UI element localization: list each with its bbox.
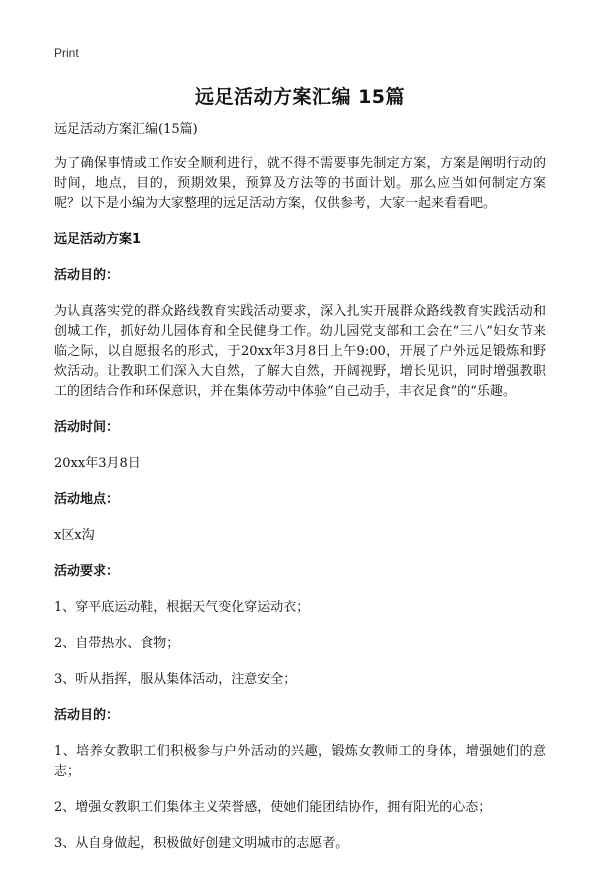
- goals-heading: 活动目的：: [54, 708, 120, 723]
- requirement-item: 1、穿平底运动鞋，根据天气变化穿运动衣；: [54, 600, 310, 615]
- time-heading: 活动时间：: [54, 420, 120, 435]
- print-label: Print: [54, 46, 79, 60]
- section-title: 远足活动方案1: [54, 232, 142, 247]
- document-title: 远足活动方案汇编 15篇: [194, 86, 406, 108]
- document-body: [54, 120, 546, 870]
- intro-paragraph: 为了确保事情或工作安全顺利进行，就不得不需要事先制定方案，方案是阐明行动的时间，地点，目的，预期效果，预算及方法等的书面计划。那么应当如何制定方案呢？以下是小编为大家整理的远足活动方案，仅供参考，大家一起来看看吧。: [54, 156, 546, 211]
- purpose-heading: 活动目的：: [54, 268, 120, 283]
- time-text: 20xx年3月8日: [54, 456, 141, 471]
- goal-item: 1、培养女教职工们积极参与户外活动的兴趣，锻炼女教师工的身体，增强她们的意志；: [54, 744, 546, 779]
- goal-item: 3、从自身做起，积极做好创建文明城市的志愿者。: [54, 836, 349, 851]
- place-text: x区x沟: [54, 528, 95, 543]
- document-subtitle: 远足活动方案汇编(15篇): [54, 122, 198, 137]
- requirements-heading: 活动要求：: [54, 564, 120, 579]
- requirement-item: 3、听从指挥，服从集体活动，注意安全；: [54, 672, 297, 687]
- purpose-paragraph: 为认真落实党的群众路线教育实践活动要求，深入扎实开展群众路线教育实践活动和创城工作，抓好幼儿园体育和全民健身工作。幼儿园党支部和工会在“三八”妇女节来临之际，以自愿报名的形式，于20xx年3月8日上午9:00，开展了户外远足锻炼和野炊活动。让教职工们深入大自然，了解大自然，开阔视野，增长见识，同时增强教职工的团结合作和环保意识，并在集体劳动中体验“自己动手，丰衣足食”的“乐趣。: [54, 304, 546, 399]
- requirement-item: 2、自带热水、食物；: [54, 636, 180, 651]
- goal-item: 2、增强女教职工们集体主义荣誉感，使她们能团结协作，拥有阳光的心态；: [54, 800, 492, 815]
- place-heading: 活动地点：: [54, 492, 120, 507]
